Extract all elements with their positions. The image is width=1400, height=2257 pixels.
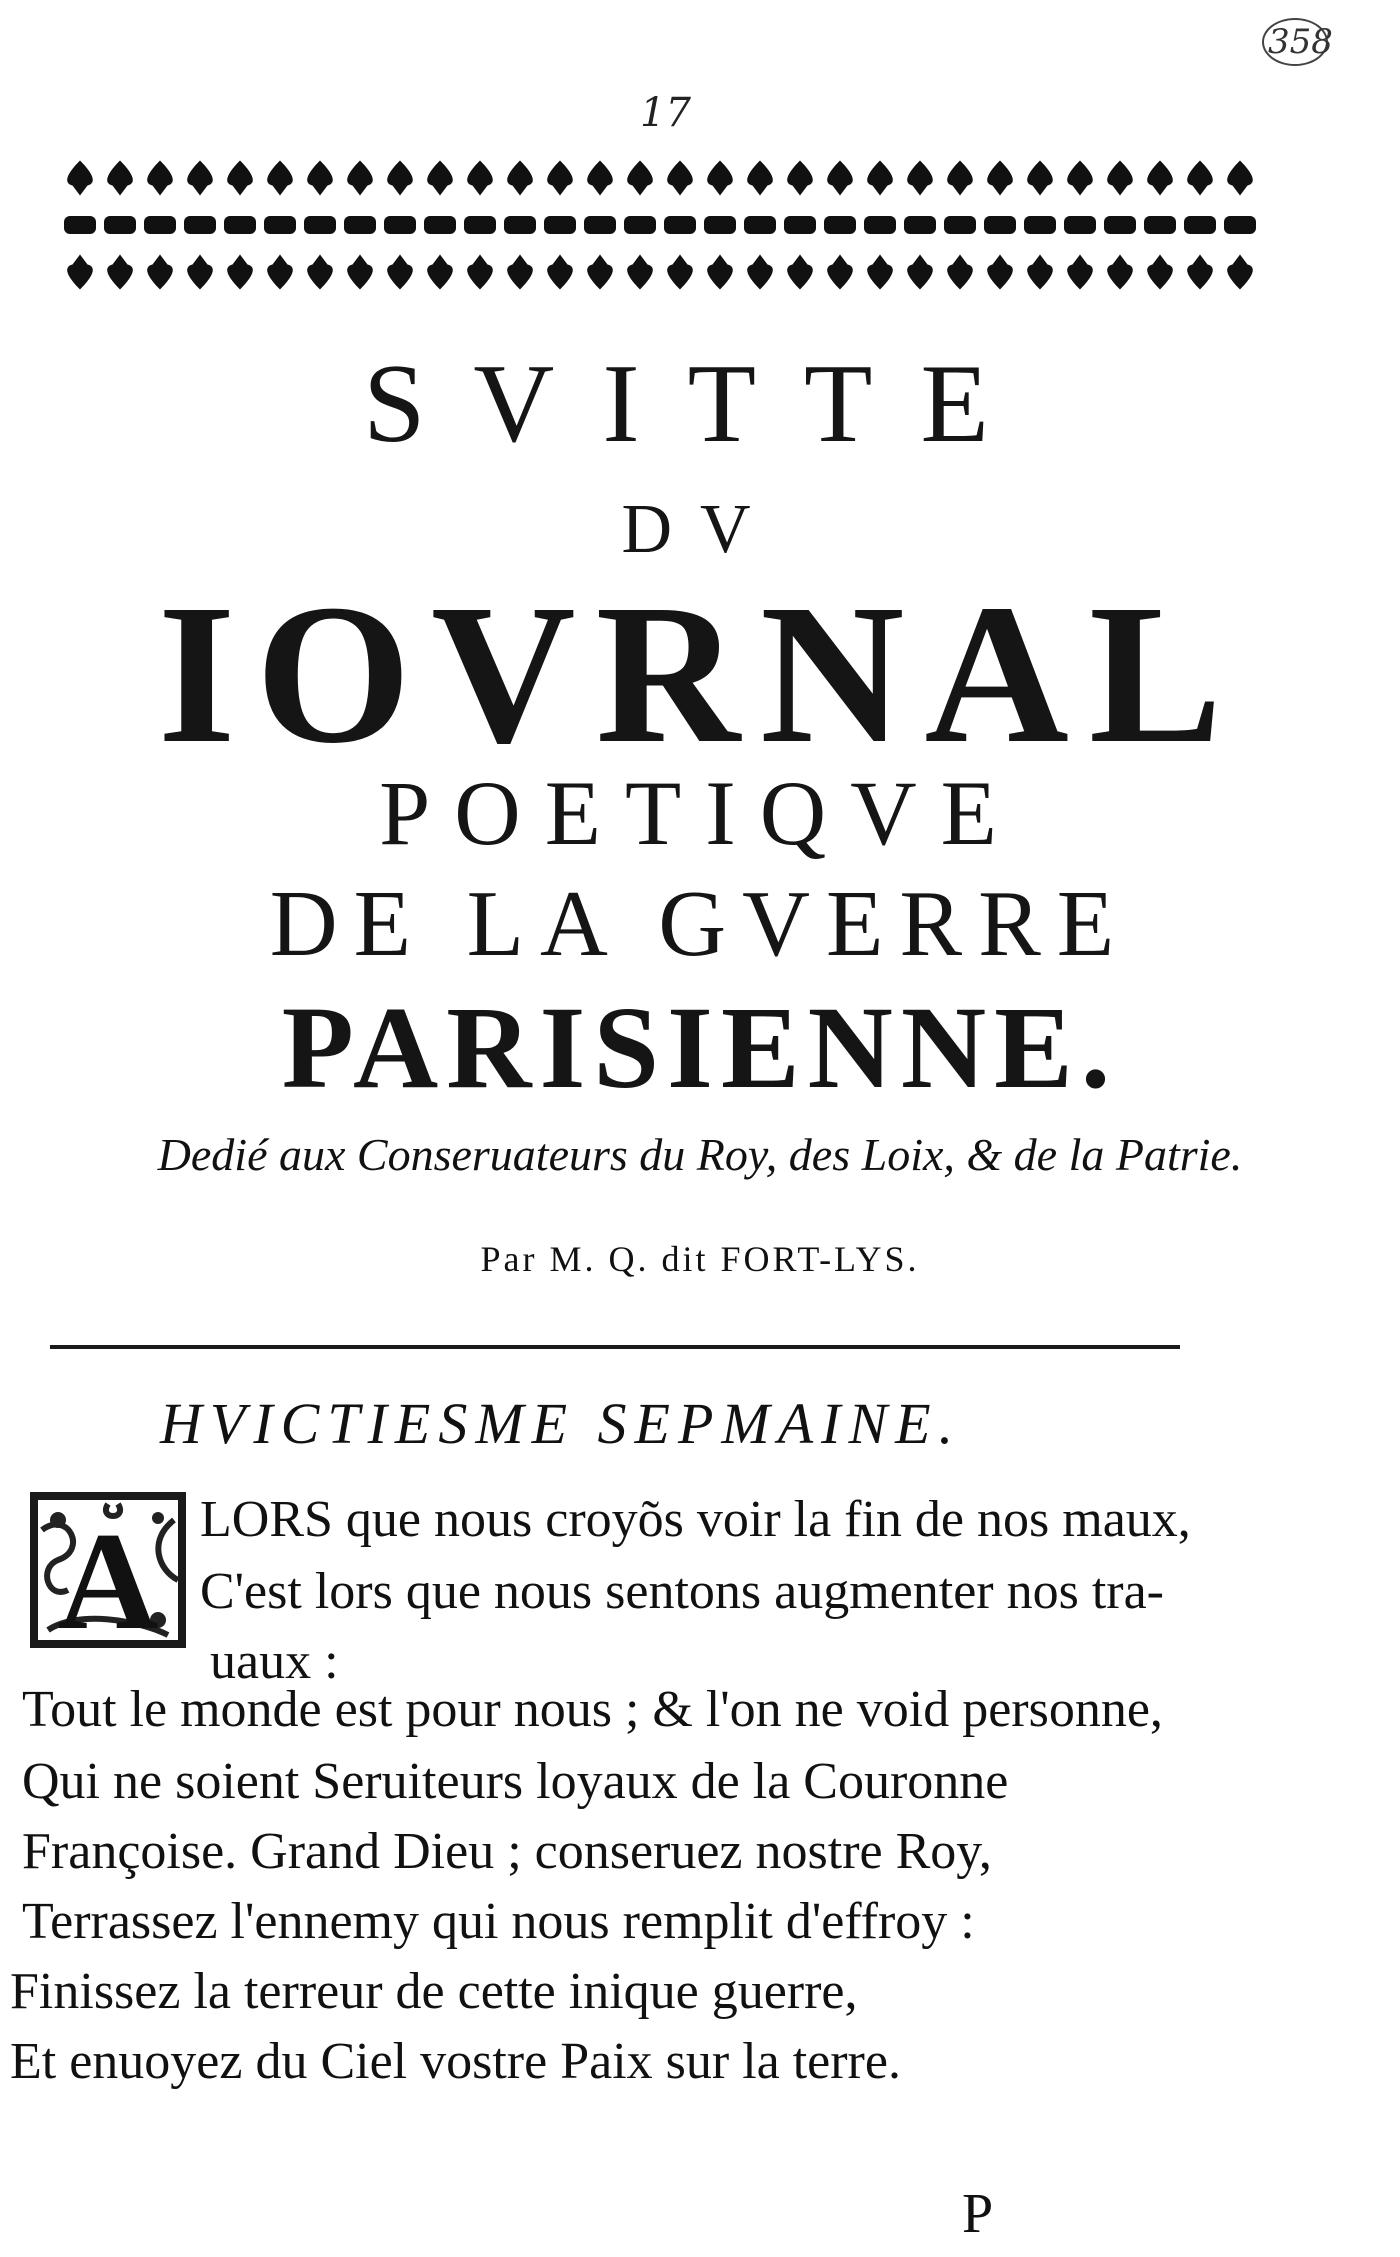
poem-line: Qui ne soient Seruiteurs loyaux de la Couronne (22, 1753, 1009, 1810)
fleuron-glyph (547, 255, 573, 290)
fleuron-glyph (147, 161, 173, 196)
fleuron-glyph (107, 255, 133, 290)
fleuron-glyph (227, 255, 253, 290)
interlace-glyph (424, 216, 456, 234)
fleuron-glyph (987, 161, 1013, 196)
fleuron-glyph (787, 255, 813, 290)
interlace-glyph (744, 216, 776, 234)
fleuron-glyph (667, 161, 693, 196)
interlace-glyph (1144, 216, 1176, 234)
fleuron-glyph (707, 161, 733, 196)
interlace-glyph (584, 216, 616, 234)
title-line-journal: IOVRNAL (157, 564, 1243, 785)
fleuron-glyph (1107, 161, 1133, 196)
catchword: P (962, 2183, 994, 2245)
fleuron-border-ornament (60, 150, 1280, 300)
title-line-suitte: SVITTE (363, 342, 1037, 466)
fleuron-glyph (387, 161, 413, 196)
fleuron-glyph (347, 161, 373, 196)
fleuron-glyph (947, 161, 973, 196)
fleuron-glyph (1027, 161, 1053, 196)
fleuron-glyph (867, 161, 893, 196)
fleuron-glyph (307, 255, 333, 290)
fleuron-glyph (227, 161, 253, 196)
fleuron-glyph (1187, 161, 1213, 196)
fleuron-glyph (987, 255, 1013, 290)
interlace-glyph (184, 216, 216, 234)
fleuron-glyph (507, 255, 533, 290)
fleuron-glyph (1067, 255, 1093, 290)
poem-line: Françoise. Grand Dieu ; conseruez nostre Roy, (22, 1823, 992, 1880)
interlace-glyph (264, 216, 296, 234)
fleuron-glyph (507, 161, 533, 196)
fleuron-glyph (1107, 255, 1133, 290)
fleuron-glyph (547, 161, 573, 196)
poem-line: C'est lors que nous sentons augmenter nos tra- (200, 1563, 1164, 1620)
interlace-glyph (864, 216, 896, 234)
fleuron-glyph (747, 161, 773, 196)
fleuron-glyph (587, 255, 613, 290)
title-line-poetique: POETIQVE (379, 762, 1021, 864)
interlace-glyph (984, 216, 1016, 234)
fleuron-glyph (67, 255, 93, 290)
fleuron-glyph (867, 255, 893, 290)
interlace-glyph (544, 216, 576, 234)
fleuron-glyph (707, 255, 733, 290)
fleuron-glyph (627, 255, 653, 290)
fleuron-glyph (427, 161, 453, 196)
interlace-glyph (464, 216, 496, 234)
horizontal-rule (50, 1345, 1180, 1349)
fleuron-glyph (467, 161, 493, 196)
interlace-glyph (624, 216, 656, 234)
poem-line: LORS que nous croyõs voir la fin de nos maux, (200, 1491, 1191, 1548)
fleuron-glyph (187, 161, 213, 196)
author-byline: Par M. Q. dit FORT-LYS. (480, 1239, 920, 1279)
interlace-glyph (64, 216, 96, 234)
poem-line: Et enuoyez du Ciel vostre Paix sur la terre. (10, 2033, 901, 2090)
fleuron-glyph (667, 255, 693, 290)
ornamental-drop-cap (28, 1490, 188, 1650)
interlace-glyph (1024, 216, 1056, 234)
interlace-glyph (344, 216, 376, 234)
interlace-glyph (304, 216, 336, 234)
interlace-glyph (904, 216, 936, 234)
poem-line: uaux : (210, 1633, 339, 1690)
manuscript-number: 17 (640, 90, 691, 136)
fleuron-glyph (1147, 161, 1173, 196)
fleuron-glyph (827, 161, 853, 196)
interlace-glyph (104, 216, 136, 234)
fleuron-row-top (67, 161, 1253, 196)
fleuron-glyph (347, 255, 373, 290)
interlace-glyph (1224, 216, 1256, 234)
fleuron-glyph (467, 255, 493, 290)
interlace-glyph (144, 216, 176, 234)
interlace-glyph (1184, 216, 1216, 234)
poem-line: Tout le monde est pour nous ; & l'on ne void personne, (22, 1681, 1163, 1738)
fleuron-glyph (587, 161, 613, 196)
fleuron-glyph (307, 161, 333, 196)
section-heading: HVICTIESME SEPMAINE. (160, 1391, 962, 1456)
drop-cap-letter: A (57, 1504, 159, 1650)
fleuron-glyph (1227, 255, 1253, 290)
title-line-du: DV (621, 491, 779, 568)
interlace-glyph (504, 216, 536, 234)
dedication-line: Dedié aux Conseruateurs du Roy, des Loix, & de la Patrie. (157, 1129, 1243, 1180)
poem-line: Finissez la terreur de cette inique guerre, (10, 1963, 858, 2020)
fleuron-glyph (1227, 161, 1253, 196)
fleuron-glyph (1027, 255, 1053, 290)
interlace-glyph (944, 216, 976, 234)
interlace-glyph (824, 216, 856, 234)
folio-number: 358 (1268, 22, 1333, 62)
interlace-glyph (384, 216, 416, 234)
title-line-de-la-guerre: DE LA GVERRE (269, 872, 1131, 976)
fleuron-glyph (827, 255, 853, 290)
interlace-glyph (1064, 216, 1096, 234)
fleuron-glyph (907, 161, 933, 196)
fleuron-glyph (1147, 255, 1173, 290)
interlace-glyph (664, 216, 696, 234)
fleuron-glyph (267, 255, 293, 290)
fleuron-glyph (267, 161, 293, 196)
fleuron-glyph (107, 161, 133, 196)
fleuron-glyph (907, 255, 933, 290)
fleuron-glyph (787, 161, 813, 196)
interlace-glyph (224, 216, 256, 234)
fleuron-glyph (187, 255, 213, 290)
poem-line: Terrassez l'ennemy qui nous remplit d'effroy : (22, 1893, 975, 1950)
interlace-glyph (704, 216, 736, 234)
fleuron-glyph (67, 161, 93, 196)
fleuron-glyph (1187, 255, 1213, 290)
title-line-parisienne: PARISIENNE. (281, 982, 1119, 1113)
fleuron-glyph (387, 255, 413, 290)
fleuron-glyph (627, 161, 653, 196)
fleuron-row-bottom (67, 255, 1253, 290)
fleuron-glyph (1067, 161, 1093, 196)
fleuron-glyph (747, 255, 773, 290)
interlace-glyph (1104, 216, 1136, 234)
fleuron-glyph (947, 255, 973, 290)
fleuron-glyph (427, 255, 453, 290)
fleuron-glyph (147, 255, 173, 290)
interlace-glyph (784, 216, 816, 234)
fleuron-row-middle (64, 216, 1256, 234)
